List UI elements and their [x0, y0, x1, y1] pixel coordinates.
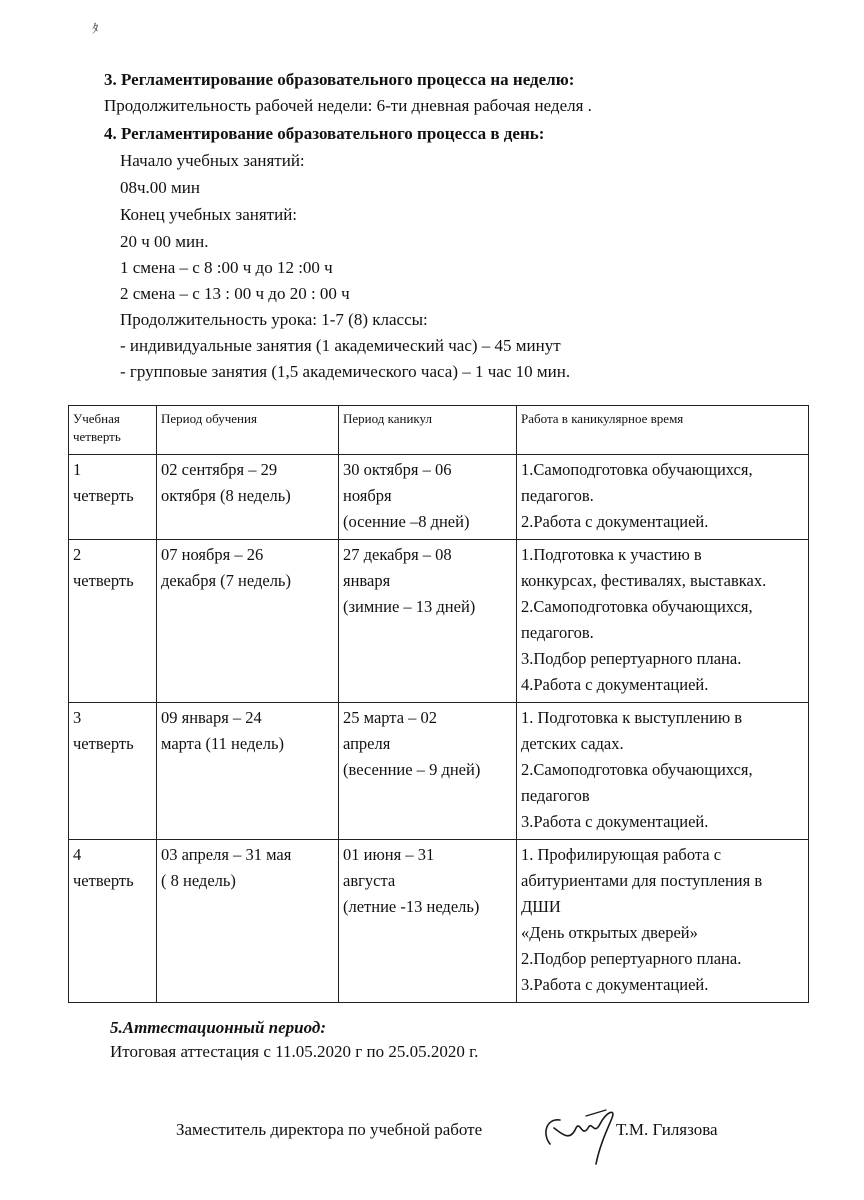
- handwritten-signature-icon: [536, 1098, 620, 1170]
- day-line-group: - групповые занятия (1,5 академического часа) – 1 час 10 мин.: [120, 362, 571, 381]
- study-period-cell: 07 ноября – 26 декабря (7 недель): [157, 540, 339, 703]
- signature-position: Заместитель директора по учебной работе: [176, 1120, 483, 1139]
- holiday-work-cell: 1.Самоподготовка обучающихся, педагогов. 2.Работа с документацией.: [517, 455, 809, 540]
- study-period-cell: 09 января – 24 марта (11 недель): [157, 703, 339, 840]
- quarter-cell: 1 четверть: [69, 455, 157, 540]
- holiday-work-cell: 1. Профилирующая работа с абитуриентами для поступления в ДШИ «День открытых дверей» 2.Подбор репертуарного плана. 3.Работа с документацией.: [517, 840, 809, 1003]
- holiday-period-cell: 27 декабря – 08 января (зимние – 13 дней): [339, 540, 517, 703]
- header-quarter: Учебная четверть: [69, 406, 157, 455]
- table-row: [69, 703, 809, 840]
- quarter-cell: 3 четверть: [69, 703, 157, 840]
- section-5-title: 5.Аттестационный период:: [110, 1018, 327, 1037]
- day-line-end-label: Конец учебных занятий:: [120, 205, 298, 224]
- day-line-individual: - индивидуальные занятия (1 академический час) – 45 минут: [120, 336, 561, 355]
- table-row: [69, 840, 809, 1003]
- day-line-start-label: Начало учебных занятий:: [120, 151, 305, 170]
- section-5-text: Итоговая аттестация с 11.05.2020 г по 25.05.2020 г.: [110, 1042, 479, 1061]
- corner-mark: ﾀ: [92, 21, 99, 36]
- table-header-row: [69, 406, 809, 455]
- holiday-period-cell: 01 июня – 31 августа (летние -13 недель): [339, 840, 517, 1003]
- table-row: [69, 455, 809, 540]
- signature-name: Т.М. Гилязова: [616, 1120, 718, 1139]
- quarter-cell: 2 четверть: [69, 540, 157, 703]
- table-row: [69, 540, 809, 703]
- holiday-work-cell: 1. Подготовка к выступлению в детских садах. 2.Самоподготовка обучающихся, педагогов 3.Работа с документацией.: [517, 703, 809, 840]
- day-line-shift-1: 1 смена – с 8 :00 ч до 12 :00 ч: [120, 258, 333, 277]
- holiday-period-cell: 30 октября – 06 ноября (осенние –8 дней): [339, 455, 517, 540]
- holiday-work-cell: 1.Подготовка к участию в конкурсах, фестивалях, выставках. 2.Самоподготовка обучающихся, педагогов. 3.Подбор репертуарного плана. 4.Работа с документацией.: [517, 540, 809, 703]
- section-3-title: 3. Регламентирование образовательного процесса на неделю:: [104, 70, 575, 89]
- day-line-end-time: 20 ч 00 мин.: [120, 232, 209, 251]
- schedule-table: [68, 405, 809, 1003]
- header-study-period: Период обучения: [157, 406, 339, 455]
- holiday-period-cell: 25 марта – 02 апреля (весенние – 9 дней): [339, 703, 517, 840]
- study-period-cell: 02 сентября – 29 октября (8 недель): [157, 455, 339, 540]
- header-holiday-period: Период каникул: [339, 406, 517, 455]
- day-line-shift-2: 2 смена – с 13 : 00 ч до 20 : 00 ч: [120, 284, 350, 303]
- quarter-cell: 4 четверть: [69, 840, 157, 1003]
- section-3-text: Продолжительность рабочей недели: 6-ти дневная рабочая неделя .: [104, 96, 592, 115]
- study-period-cell: 03 апреля – 31 мая ( 8 недель): [157, 840, 339, 1003]
- header-holiday-work: Работа в каникулярное время: [517, 406, 809, 455]
- section-4-title: 4. Регламентирование образовательного процесса в день:: [104, 124, 545, 143]
- day-line-lesson-duration: Продолжительность урока: 1-7 (8) классы:: [120, 310, 428, 329]
- day-line-start-time: 08ч.00 мин: [120, 178, 201, 197]
